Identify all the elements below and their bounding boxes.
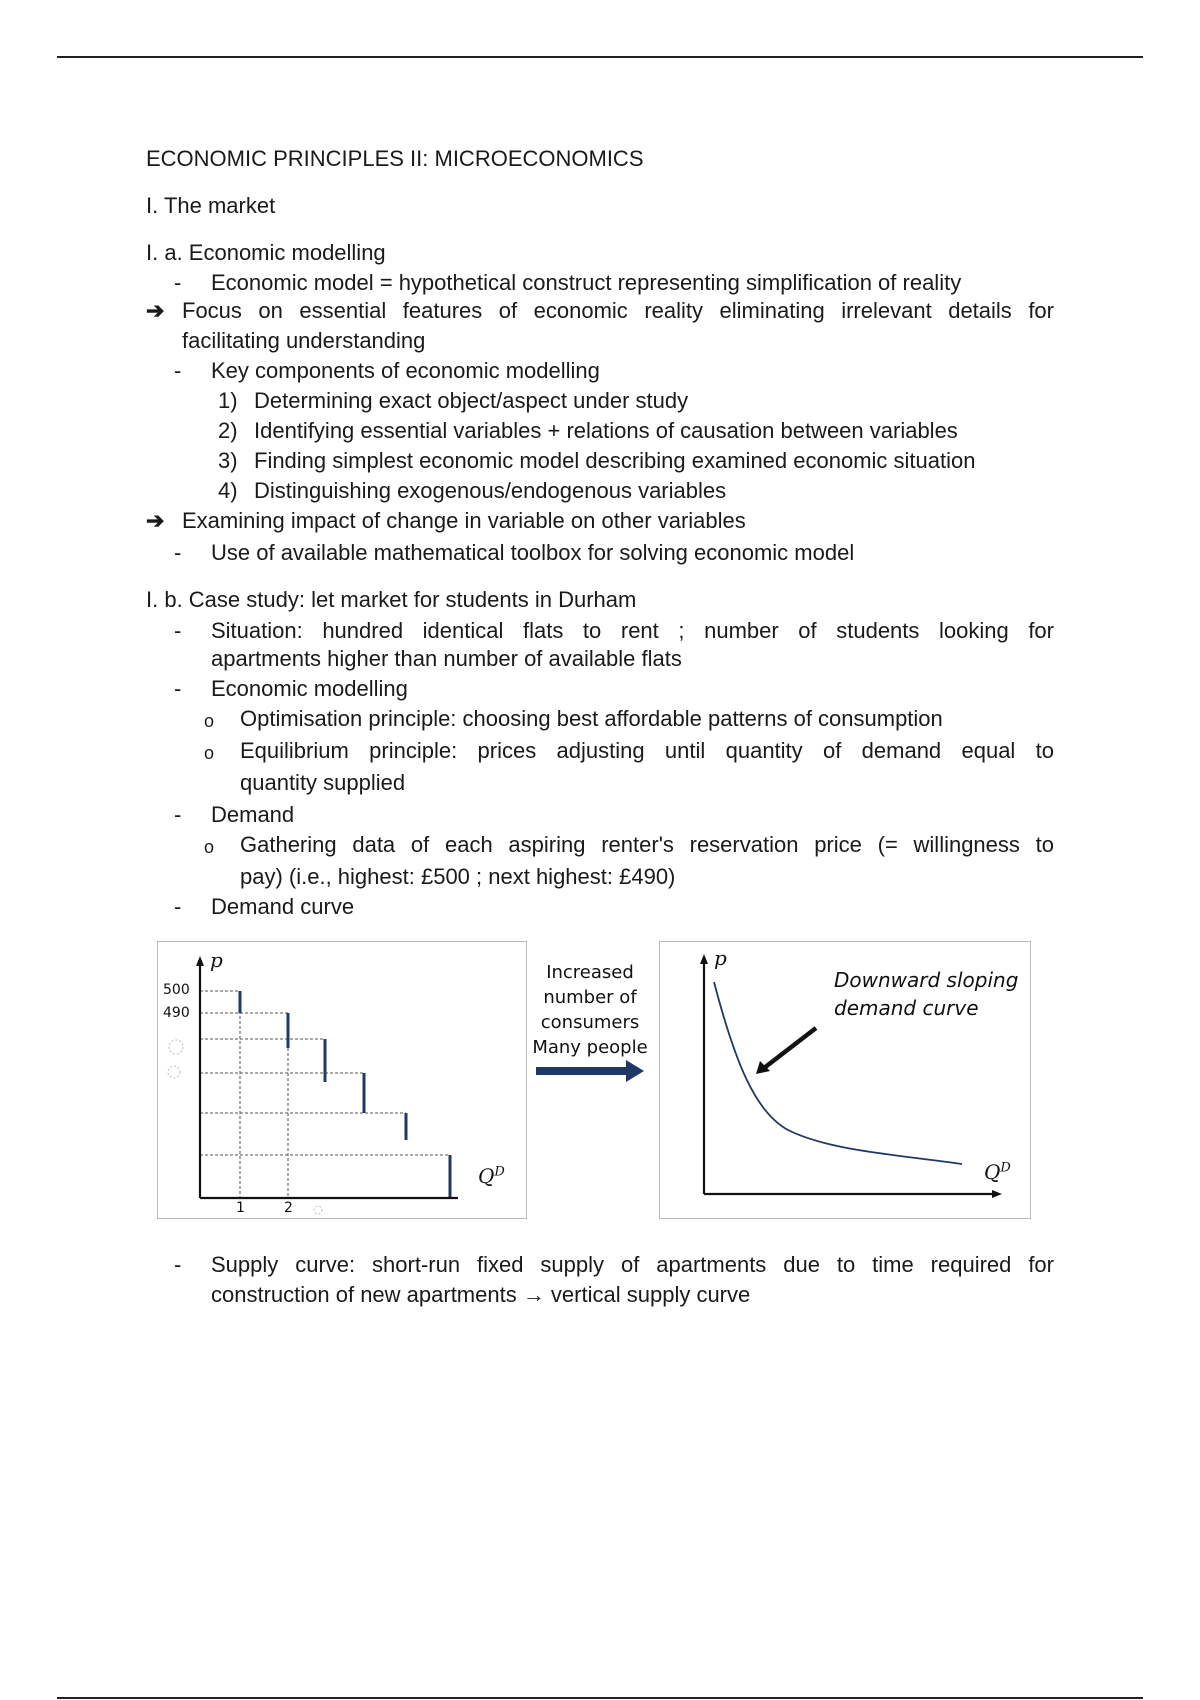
- situation-line2: apartments higher than number of available flats: [211, 646, 682, 671]
- caption-line: Many people: [532, 1037, 648, 1058]
- demand-curve-figure: [659, 941, 1031, 1219]
- step-number: 4): [218, 478, 238, 503]
- arrow-bullet-icon: ➔: [146, 508, 165, 533]
- subsection-heading-a: I. a. Economic modelling: [146, 240, 386, 265]
- gathering-line1: Gathering data of each aspiring renter's reservation price (= willingness to: [240, 832, 1054, 857]
- economic-modelling: Economic modelling: [211, 676, 408, 701]
- caption-line: number of: [543, 987, 637, 1008]
- step-text: Distinguishing exogenous/endogenous variables: [254, 478, 727, 503]
- dash-bullet: -: [174, 270, 182, 295]
- circle-bullet: o: [204, 711, 215, 731]
- step-number: 1): [218, 388, 238, 413]
- supply-line2: construction of new apartments → vertical supply curve: [211, 1282, 751, 1307]
- section-heading: I. The market: [146, 193, 276, 218]
- subsection-heading-b: I. b. Case study: let market for students in Durham: [146, 587, 637, 612]
- x-axis-label: $Q^D$: [478, 1164, 505, 1188]
- transition-caption: [525, 960, 655, 1060]
- circle-bullet: o: [204, 743, 215, 763]
- dash-bullet: -: [174, 540, 182, 565]
- caption-line: Increased: [546, 962, 634, 983]
- circle-bullet: o: [204, 837, 215, 857]
- step-number: 2): [218, 418, 238, 443]
- dash-bullet: -: [174, 358, 182, 383]
- demand-curve-heading: Demand curve: [211, 894, 355, 919]
- equilibrium-line2: quantity supplied: [240, 770, 406, 795]
- key-components: Key components of economic modelling: [211, 358, 600, 383]
- transition-arrow-icon: [534, 1058, 646, 1084]
- arrow-bullet-icon: ➔: [146, 298, 165, 323]
- top-rule: [57, 56, 1143, 58]
- gathering-line2: pay) (i.e., highest: £500 ; next highest: £490): [240, 864, 676, 889]
- caption-line: consumers: [540, 1012, 640, 1033]
- step-demand-diagram: [158, 942, 526, 1218]
- curve-annotation-line1: Downward sloping: [834, 968, 1019, 992]
- equilibrium-line1: Equilibrium principle: prices adjusting until quantity of demand equal to: [240, 738, 1054, 763]
- dash-bullet: -: [174, 802, 182, 827]
- focus-text-line2: facilitating understanding: [182, 328, 426, 353]
- dash-bullet: -: [174, 1252, 182, 1277]
- step-demand-figure: [157, 941, 527, 1219]
- focus-text-line1: Focus on essential features of economic reality eliminating irrelevant details for: [182, 298, 1054, 323]
- step-text: Identifying essential variables + relations of causation between variables: [254, 418, 958, 443]
- y-tick-490: 490: [163, 1005, 190, 1021]
- step-number: 3): [218, 448, 238, 473]
- model-definition: Economic model = hypothetical construct representing simplification of reality: [211, 270, 962, 295]
- bottom-rule: [57, 1697, 1143, 1699]
- dash-bullet: -: [174, 618, 182, 643]
- optimisation-principle: Optimisation principle: choosing best affordable patterns of consumption: [240, 706, 943, 731]
- dash-bullet: -: [174, 676, 182, 701]
- page-title: ECONOMIC PRINCIPLES II: MICROECONOMICS: [146, 146, 644, 171]
- curve-annotation-line2: demand curve: [834, 996, 979, 1020]
- y-tick-500: 500: [163, 982, 190, 998]
- impact-text: Examining impact of change in variable on other variables: [182, 508, 746, 533]
- situation-line1: Situation: hundred identical flats to rent ; number of students looking for: [211, 618, 1054, 643]
- curve-annotation: [834, 966, 1018, 1022]
- y-axis-label: p: [210, 948, 223, 972]
- step-text: Determining exact object/aspect under study: [254, 388, 689, 413]
- x-axis-label: $Q^D$: [984, 1160, 1011, 1184]
- toolbox-text: Use of available mathematical toolbox for solving economic model: [211, 540, 855, 565]
- step-text: Finding simplest economic model describing examined economic situation: [254, 448, 976, 473]
- supply-line1: Supply curve: short-run fixed supply of apartments due to time required for: [211, 1252, 1054, 1277]
- x-tick-2: 2: [284, 1200, 293, 1216]
- x-tick-1: 1: [236, 1200, 245, 1216]
- demand-heading: Demand: [211, 802, 295, 827]
- dash-bullet: -: [174, 894, 182, 919]
- y-axis-label: p: [714, 946, 727, 970]
